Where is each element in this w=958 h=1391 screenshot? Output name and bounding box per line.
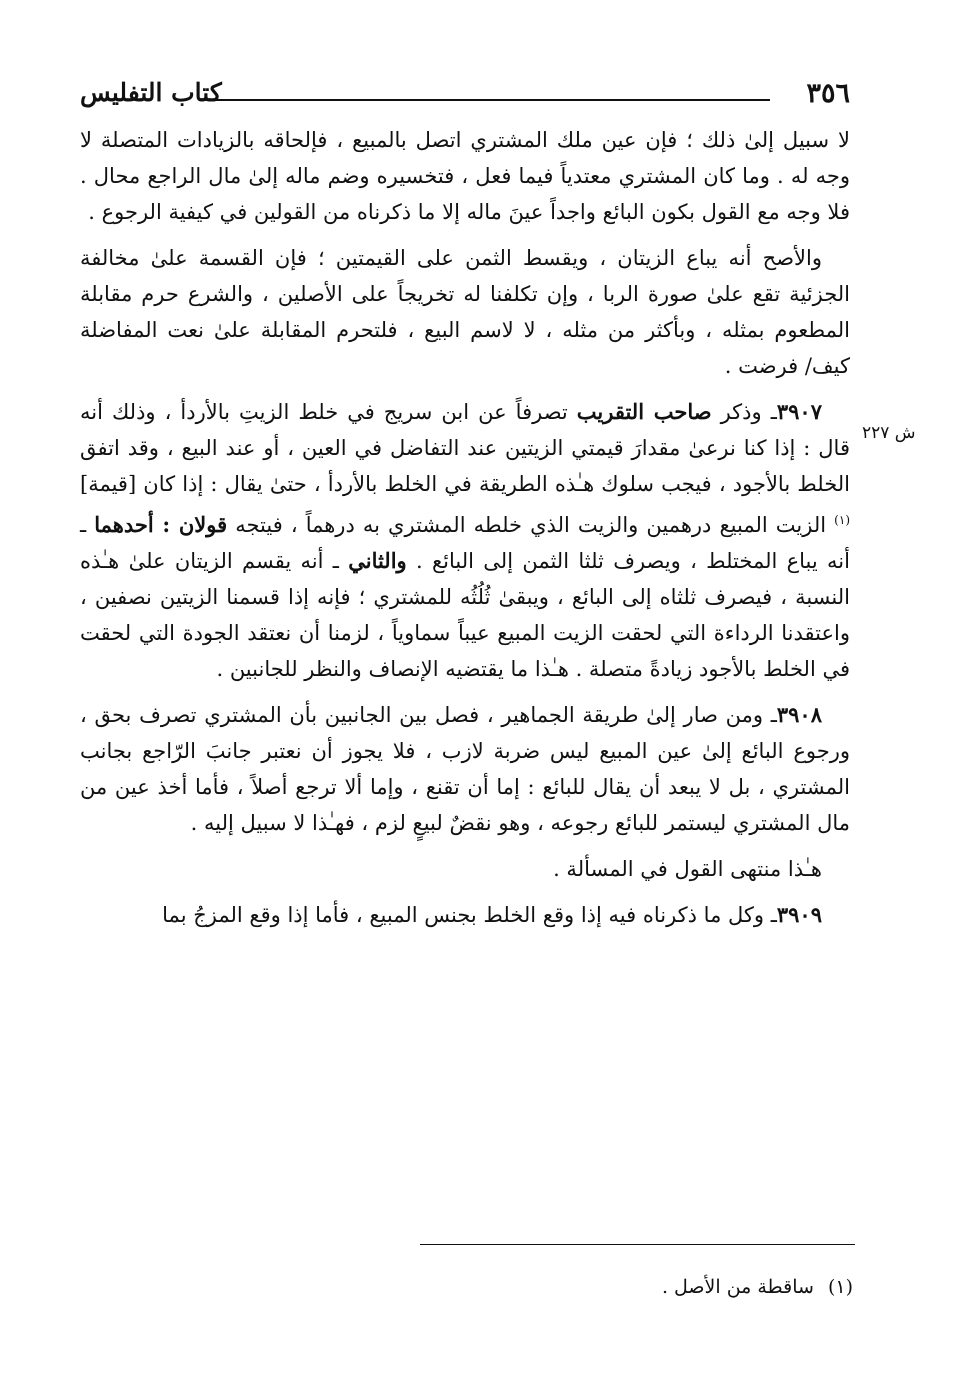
author-reference: صاحب التقريب [576,399,712,424]
paragraph: هـٰذا منتهى القول في المسألة . [553,857,822,881]
paragraph-number: ٣٩٠٨ [776,702,822,727]
paragraph-text: ـ أنه يباع المختلط ، ويصرف ثلثا الثمن إلى البائع . [80,513,850,573]
paragraph: والأصح أنه يباع الزيتان ، ويقسط الثمن على القيمتين ؛ فإن القسمة علىٰ مخالفة الجزئية تقع علىٰ صورة الربا ، وإن تكلفنا له تخريجاً على الأصلين ، والشرع حرم مقابلة المطعوم بمثله ، وبأكثر من مثله ، لا لاسم البيع ، فلتحرم المقابلة علىٰ نعت المفاضلة كيف/ فرضت . [80,246,850,378]
main-text [80,122,850,933]
paragraph-number: ٣٩٠٧ [776,399,822,424]
book-title: كتاب التفليس [80,78,222,107]
bold-term: قولان : أحدهما [94,512,228,537]
paragraph: لا سبيل إلىٰ ذلك ؛ فإن عين ملك المشتري اتصل بالمبيع ، فإلحاقه بالزيادات المتصلة لا وجه له . وما كان المشتري معتدياً فيما فعل ، فتخسيره وضم ماله إلىٰ مال الراجع محال . فلا وجه مع القول بكون البائع واجداً عينَ ماله إلا ما ذكرناه من القولين في كيفية الرجوع . [80,128,850,224]
footnote-text: ساقطة من الأصل . [661,1276,814,1298]
footnote-reference: (١) [834,513,850,527]
footnote-divider [420,1244,855,1245]
footnote-number: (١) [827,1276,853,1298]
footnote [80,1276,853,1298]
paragraph-number: ٣٩٠٩ [776,902,822,927]
paragraph-3907 [80,394,850,687]
paragraph-text: ـ وذكر [711,400,777,424]
bold-term: والثاني [348,548,407,573]
paragraph-text: ـ وكل ما ذكرناه فيه إذا وقع الخلط بجنس المبيع ، فأما إذا وقع المزجُ بما [162,903,777,927]
page-header [80,78,850,112]
paragraph-text: ـ ومن صار إلىٰ طريقة الجماهير ، فصل بين الجانبين بأن المشتري تصرف بحق ، ورجوع البائع إلىٰ عين المبيع ليس ضربة لازب ، فلا يجوز أن نعتبر جانبَ الرّاجع بجانب المشتري ، بل لا يبعد أن يقال للبائع : إما أن تقنع ، وإما ألا ترجع أصلاً ، فأما أخذ عين من مال المشتري ليستمر للبائع رجوعه ، وهو نقضٌ لبيعٍ لزم ، فهـٰذا لا سبيل إليه . [80,703,850,835]
page-number: ٣٥٦ [806,78,850,109]
paragraph-text: الزيت المبيع درهمين والزيت الذي خلطه المشتري به درهماً ، فيتجه [227,513,835,537]
paragraph-text: ـ أنه يقسم الزيتان علىٰ هـٰذه النسبة ، فيصرف ثلثاه إلى البائع ، ويبقىٰ ثُلُثُه للمشتري ؛ فإنه إذا قسمنا الزيتين نصفين ، واعتقدنا الرداءة التي لحقت الزيت المبيع عيباً سماوياً ، لزمنا أن نعتقد الجودة التي لحقت في الخلط بالأجود زيادةً متصلة . هـٰذا ما يقتضيه الإنصاف والنظر للجانبين . [80,549,850,681]
paragraph-text: تصرفاً عن ابن سريج في خلط الزيتِ بالأردأ ، وذلك أنه قال : إذا كنا نرعىٰ مقدارَ قيمتي الزيتين عند التفاضل في العين ، أو عند البيع ، وقد اتفق الخلط بالأجود ، فيجب سلوك هـٰذه الطريقة في الخلط بالأردأ ، حتىٰ يقال : إذا كان [قيمة] [80,400,850,496]
margin-manuscript-note: ش ٢٢٧ [862,423,916,443]
paragraph-3908 [80,697,850,841]
paragraph-3909 [80,897,850,933]
header-rule [202,99,770,101]
